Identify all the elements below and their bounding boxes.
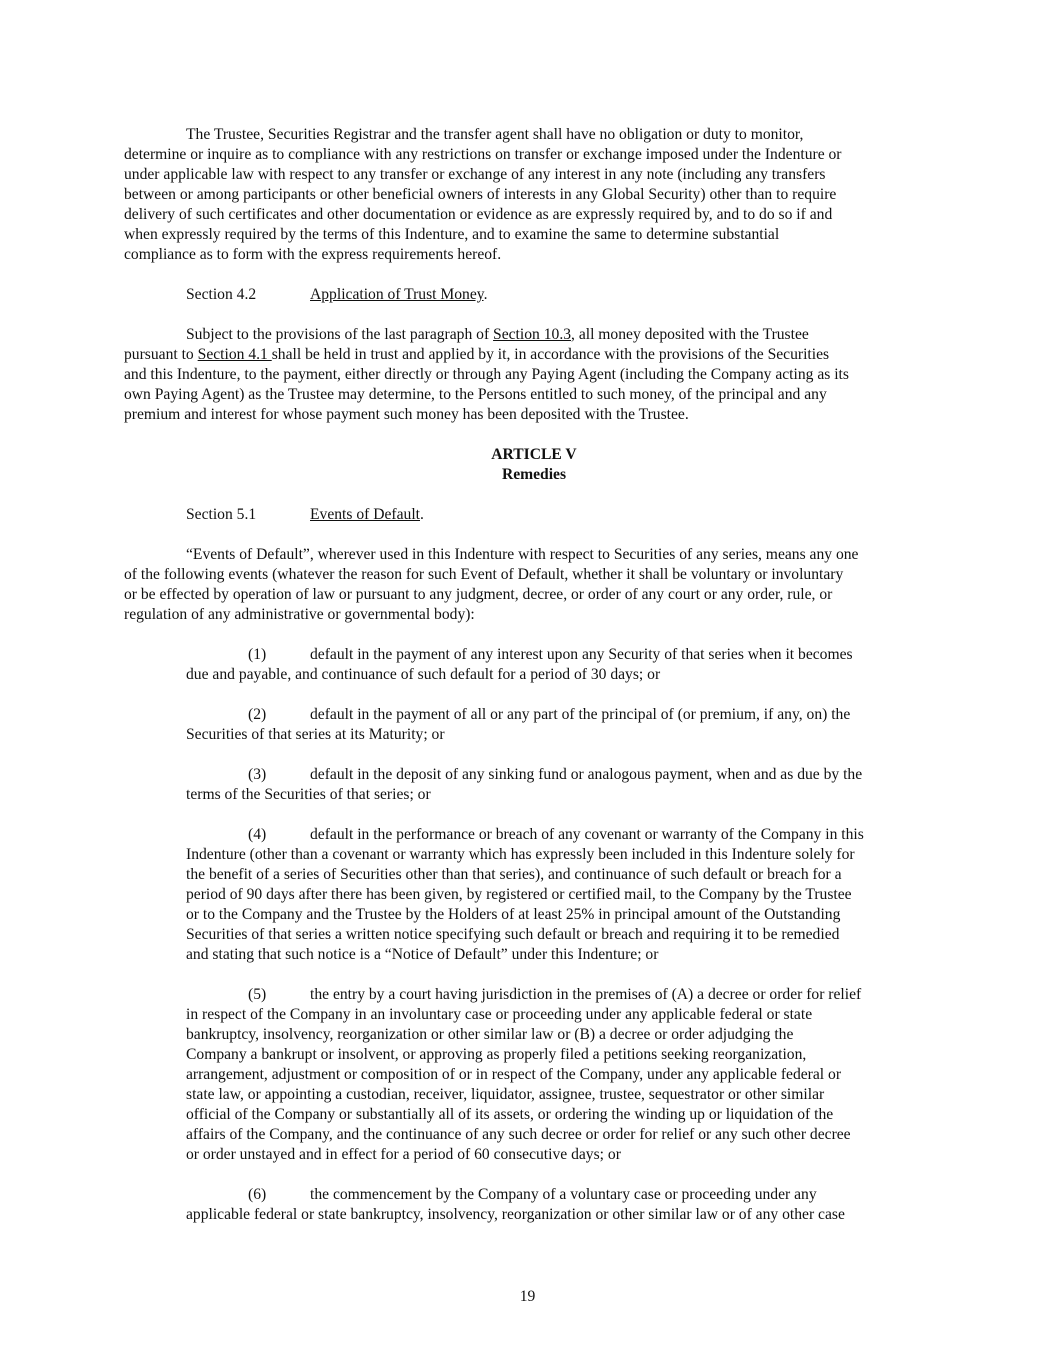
text-line bbox=[124, 1185, 944, 1205]
line-text: affairs of the Company, and the continuance of any such decree or order for relief or any such other decree bbox=[186, 1126, 851, 1143]
text-line bbox=[124, 865, 944, 885]
line-text: arrangement, adjustment or composition of or in respect of the Company, under any applicable federal or bbox=[186, 1066, 842, 1083]
section-title-period: . bbox=[483, 286, 488, 303]
line-text: under applicable law with respect to any transfer or exchange of any interest in any note (including any transfers bbox=[124, 166, 826, 183]
heading-text: Remedies bbox=[501, 466, 567, 483]
text-line bbox=[124, 465, 944, 485]
heading-text: ARTICLE V bbox=[491, 446, 577, 463]
text-line bbox=[124, 845, 944, 865]
line-text: bankruptcy, insolvency, reorganization or other similar law or (B) a decree or order adjudging the bbox=[186, 1026, 794, 1043]
line-text: the benefit of a series of Securities other than that series), and continuance of such default or breach for a bbox=[186, 866, 842, 883]
line-text: terms of the Securities of that series; or bbox=[186, 786, 431, 803]
text-line bbox=[124, 245, 944, 265]
line-text: default in the performance or breach of any covenant or warranty of the Company in this bbox=[310, 826, 864, 843]
line-text: The Trustee, Securities Registrar and the transfer agent shall have no obligation or duty to monitor, bbox=[186, 126, 804, 143]
text-line bbox=[124, 125, 944, 145]
list-item bbox=[124, 705, 944, 745]
section-title: Events of Default bbox=[310, 506, 420, 523]
section-heading bbox=[124, 285, 944, 305]
article-heading bbox=[124, 445, 944, 485]
line-text: default in the payment of any interest upon any Security of that series when it becomes bbox=[310, 646, 853, 663]
text-line bbox=[124, 1005, 944, 1025]
text-line bbox=[124, 385, 944, 405]
text-line bbox=[124, 925, 944, 945]
paragraph bbox=[124, 545, 944, 625]
line-text: regulation of any administrative or governmental body): bbox=[124, 606, 475, 623]
cross-reference: Section 10.3 bbox=[493, 326, 572, 343]
section-heading bbox=[124, 505, 944, 525]
cross-reference: Section 4.1 bbox=[197, 346, 272, 363]
text-line bbox=[124, 905, 944, 925]
line-text: state law, or appointing a custodian, receiver, liquidator, assignee, trustee, sequestrator or other similar bbox=[186, 1086, 825, 1103]
text-line bbox=[124, 545, 944, 565]
line-text: compliance as to form with the express requirements hereof. bbox=[124, 246, 502, 263]
line-text: Securities of that series a written notice specifying such default or breach and requiring it to be remedied bbox=[186, 926, 840, 943]
text-line bbox=[124, 785, 944, 805]
text-line bbox=[124, 205, 944, 225]
section-title: Application of Trust Money bbox=[310, 286, 484, 303]
line-text: default in the payment of all or any part of the principal of (or premium, if any, on) the bbox=[310, 706, 851, 723]
text-line bbox=[124, 605, 944, 625]
text-line bbox=[124, 945, 944, 965]
text-line bbox=[124, 1145, 944, 1165]
line-text: premium and interest for whose payment such money has been deposited with the Trustee. bbox=[124, 406, 689, 423]
line-text: of the following events (whatever the reason for such Event of Default, whether it shall be voluntary or involuntary bbox=[124, 566, 844, 583]
line-text: Company a bankrupt or insolvent, or approving as properly filed a petitions seeking reorganization, bbox=[186, 1046, 807, 1063]
text-line bbox=[124, 345, 944, 365]
text-line bbox=[124, 365, 944, 385]
text-line bbox=[124, 1085, 944, 1105]
line-text: delivery of such certificates and other documentation or evidence as are expressly required by, and to do so if and bbox=[124, 206, 833, 223]
paragraph bbox=[124, 325, 944, 425]
section-title-period: . bbox=[420, 506, 424, 523]
line-text: and this Indenture, to the payment, either directly or through any Paying Agent (including the Company acting as its bbox=[124, 366, 849, 383]
text-line bbox=[124, 1025, 944, 1045]
line-text: own Paying Agent) as the Trustee may determine, to the Persons entitled to such money, of the principal and any bbox=[124, 386, 827, 403]
line-text: the commencement by the Company of a voluntary case or proceeding under any bbox=[310, 1186, 817, 1203]
text-line bbox=[124, 645, 944, 665]
text-line bbox=[124, 1045, 944, 1065]
list-item-number: (5) bbox=[248, 986, 267, 1003]
line-text: applicable federal or state bankruptcy, insolvency, reorganization or other similar law or of any other case bbox=[186, 1206, 845, 1223]
list-item bbox=[124, 985, 944, 1165]
line-text: due and payable, and continuance of such default for a period of 30 days; or bbox=[186, 666, 661, 683]
text-line bbox=[124, 405, 944, 425]
line-text: or be effected by operation of law or pursuant to any judgment, decree, or order of any court or any order, rule, or bbox=[124, 586, 833, 603]
document-body bbox=[124, 125, 944, 1245]
line-text: default in the deposit of any sinking fund or analogous payment, when and as due by the bbox=[310, 766, 863, 783]
line-text: official of the Company or substantially all of its assets, or ordering the winding up or liquidation of the bbox=[186, 1106, 834, 1123]
text-line bbox=[124, 725, 944, 745]
line-text: Securities of that series at its Maturity; or bbox=[186, 726, 445, 743]
text-line bbox=[124, 665, 944, 685]
text-line bbox=[124, 185, 944, 205]
list-item bbox=[124, 645, 944, 685]
list-item-number: (4) bbox=[248, 826, 267, 843]
text-line bbox=[124, 825, 944, 845]
text-segment: shall be held in trust and applied by it, in accordance with the provisions of the Securities bbox=[271, 346, 830, 363]
text-line bbox=[124, 1205, 944, 1225]
text-line bbox=[124, 585, 944, 605]
paragraph bbox=[124, 125, 944, 265]
text-line bbox=[124, 225, 944, 245]
line-text: in respect of the Company in an involuntary case or proceeding under any applicable federal or state bbox=[186, 1006, 813, 1023]
page-number: 19 bbox=[519, 1288, 536, 1305]
section-number: Section 5.1 bbox=[186, 506, 257, 523]
list-item bbox=[124, 825, 944, 965]
text-line bbox=[124, 985, 944, 1005]
text-line bbox=[124, 1065, 944, 1085]
line-text: between or among participants or other beneficial owners of interests in any Global Security) other than to require bbox=[124, 186, 837, 203]
text-line bbox=[124, 1125, 944, 1145]
list-item-number: (2) bbox=[248, 706, 267, 723]
list-item bbox=[124, 765, 944, 805]
text-line bbox=[124, 565, 944, 585]
text-line bbox=[124, 885, 944, 905]
line-text: determine or inquire as to compliance with any restrictions on transfer or exchange imposed under the Indenture or bbox=[124, 146, 842, 163]
text-line bbox=[124, 325, 944, 345]
list-item-number: (3) bbox=[248, 766, 267, 783]
line-text: and stating that such notice is a “Notice of Default” under this Indenture; or bbox=[186, 946, 659, 963]
list-item bbox=[124, 1185, 944, 1225]
text-segment: Subject to the provisions of the last paragraph of bbox=[186, 326, 494, 343]
text-line bbox=[124, 765, 944, 785]
text-line bbox=[124, 445, 944, 465]
text-line bbox=[124, 165, 944, 185]
line-text: or to the Company and the Trustee by the Holders of at least 25% in principal amount of the Outstanding bbox=[186, 906, 841, 923]
text-segment: , all money deposited with the Trustee bbox=[571, 326, 809, 343]
text-line bbox=[124, 705, 944, 725]
list-item-number: (6) bbox=[248, 1186, 267, 1203]
list-item-number: (1) bbox=[248, 646, 267, 663]
line-text: Indenture (other than a covenant or warranty which has expressly been included in this Indenture solely for bbox=[186, 846, 855, 863]
line-text: period of 90 days after there has been given, by registered or certified mail, to the Company by the Trustee bbox=[186, 886, 852, 903]
text-segment: pursuant to bbox=[124, 346, 198, 363]
text-line bbox=[124, 145, 944, 165]
line-text: “Events of Default”, wherever used in this Indenture with respect to Securities of any series, means any one bbox=[186, 546, 859, 563]
section-number: Section 4.2 bbox=[186, 286, 257, 303]
text-line bbox=[124, 1105, 944, 1125]
line-text: the entry by a court having jurisdiction in the premises of (A) a decree or order for relief bbox=[310, 986, 862, 1003]
line-text: or order unstayed and in effect for a period of 60 consecutive days; or bbox=[186, 1146, 621, 1163]
line-text: when expressly required by the terms of this Indenture, and to examine the same to determine substantial bbox=[124, 226, 780, 243]
